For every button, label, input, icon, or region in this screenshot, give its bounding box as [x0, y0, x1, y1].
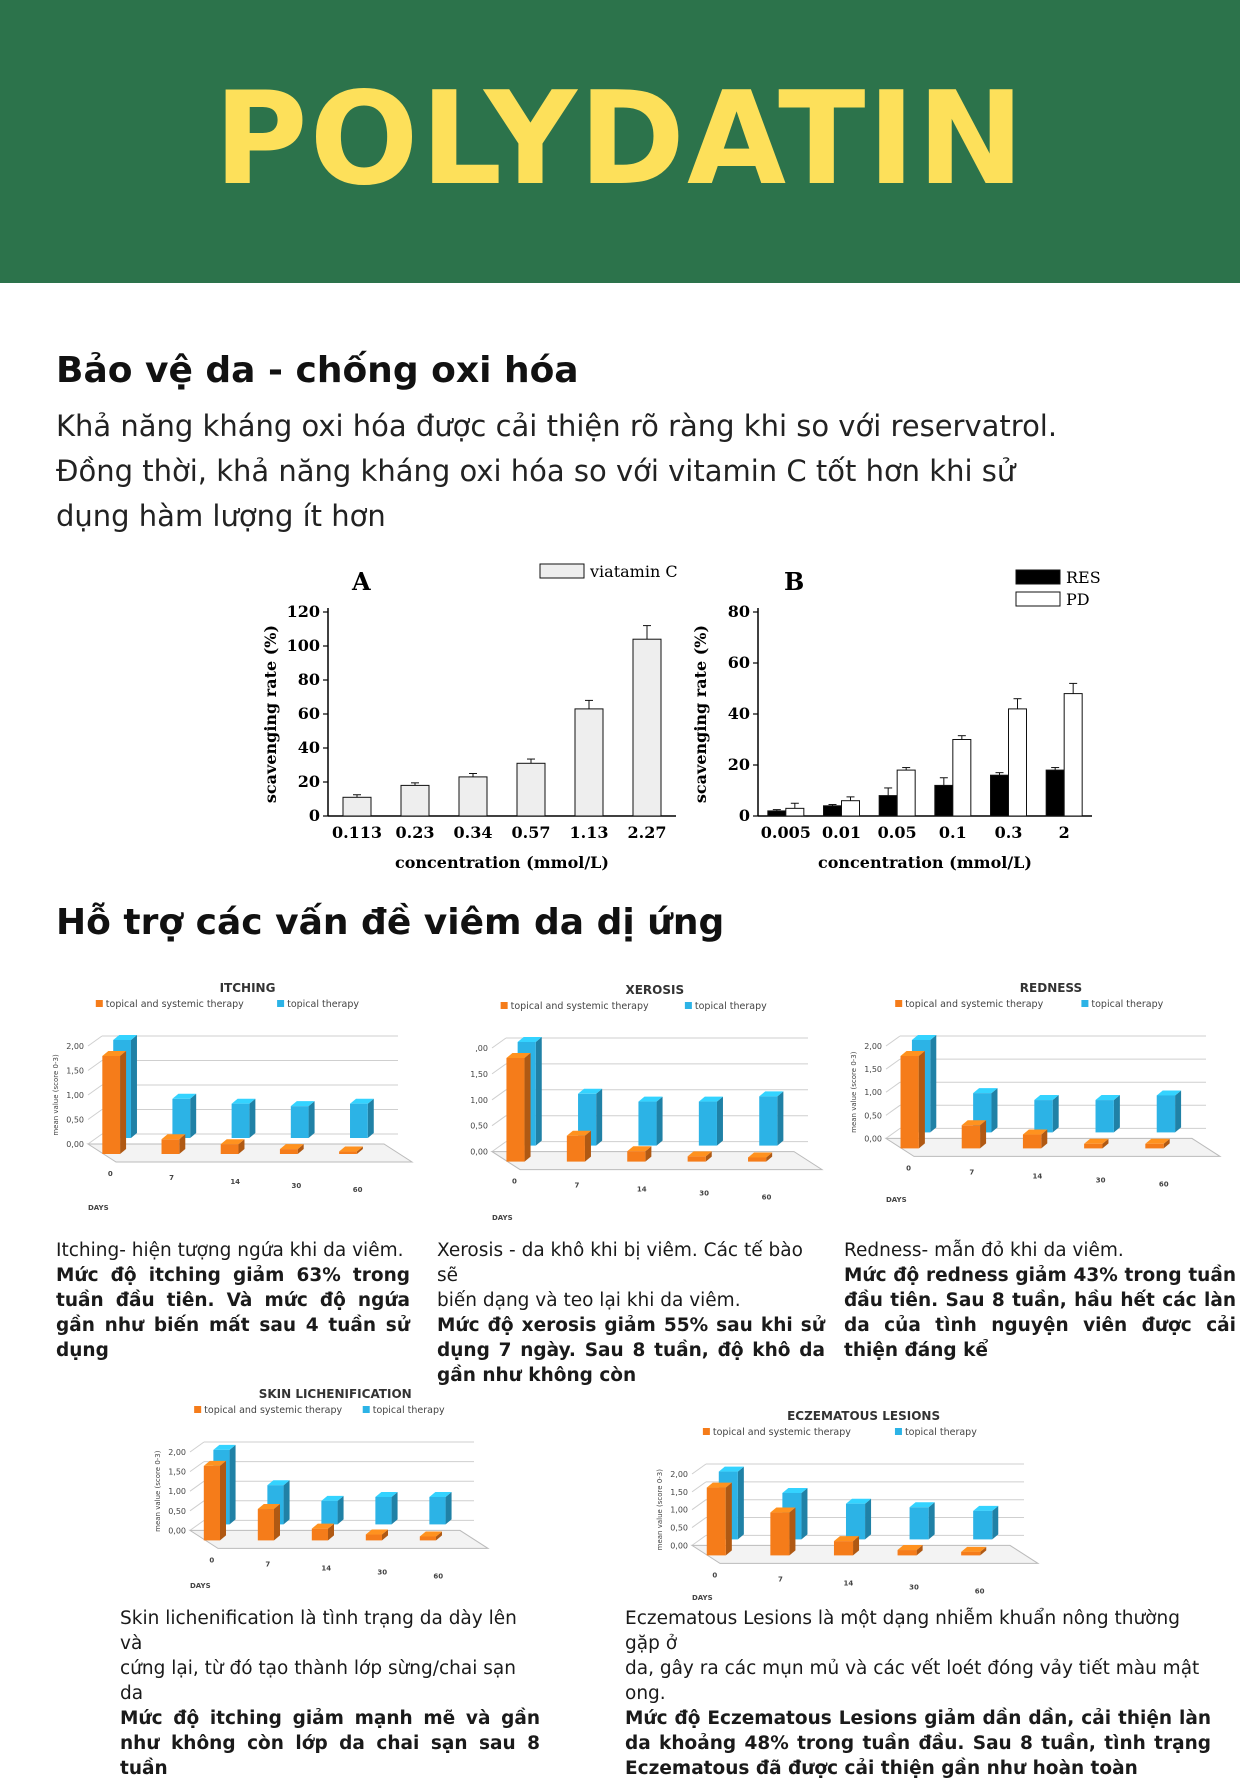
- y-tick-label: 0,50: [864, 1111, 882, 1121]
- bar-side: [131, 1035, 137, 1138]
- bar-side: [1175, 1090, 1181, 1132]
- chart-a-svg: [256, 556, 696, 874]
- y-tick-label: 20: [727, 755, 750, 774]
- x-tick-label: 0: [712, 1571, 718, 1580]
- legend-label: topical and systemic therapy: [712, 1427, 851, 1438]
- x-tick-label: 0.34: [453, 823, 493, 842]
- y-tick-label: 40: [727, 704, 750, 723]
- caption-itching: [56, 1238, 410, 1363]
- y-tick-label: 1,50: [670, 1487, 688, 1497]
- y-tick-label: 1,50: [470, 1069, 488, 1079]
- legend-swatch: [1081, 1000, 1088, 1007]
- bar: [699, 1102, 717, 1146]
- chart-title: ITCHING: [219, 981, 276, 995]
- bar-side: [919, 1051, 925, 1148]
- legend-swatch: [895, 1428, 902, 1435]
- y-tick-label: 0,00: [670, 1541, 688, 1551]
- section-title-antioxidant: Bảo vệ da - chống oxi hóa: [56, 350, 579, 391]
- gridline: [492, 1038, 506, 1048]
- x-axis-label: DAYS: [886, 1196, 907, 1204]
- x-tick-label: 2: [1058, 823, 1070, 842]
- bar: [879, 796, 897, 816]
- gridline: [692, 1500, 706, 1510]
- intro-line: Đồng thời, khả năng kháng oxi hóa so với vitamin C tốt hơn khi sử dụng hàm lượng ít hơn: [56, 454, 1016, 533]
- bar-side: [717, 1097, 723, 1146]
- y-axis-label: scavenging rate (%): [261, 624, 280, 804]
- x-tick-label: 60: [433, 1572, 444, 1581]
- y-tick-label: 120: [286, 602, 320, 621]
- gridline: [190, 1481, 204, 1491]
- page-title: POLYDATIN: [213, 65, 1027, 214]
- legend-label: topical and systemic therapy: [510, 1001, 649, 1012]
- gridline: [190, 1462, 204, 1472]
- x-tick-label: 0.3: [994, 823, 1023, 842]
- x-axis-label: DAYS: [190, 1582, 211, 1590]
- bar: [1157, 1095, 1175, 1132]
- bar: [420, 1536, 436, 1540]
- gridline: [886, 1036, 900, 1046]
- gridline: [88, 1036, 102, 1046]
- bar: [221, 1144, 239, 1154]
- legend-swatch: [501, 1002, 508, 1009]
- y-tick-label: 1,00: [670, 1505, 688, 1515]
- gridline: [88, 1085, 102, 1095]
- bar-side: [657, 1097, 663, 1146]
- x-tick-label: 0.57: [511, 823, 551, 842]
- gridline: [692, 1518, 706, 1528]
- legend-swatch: [895, 1000, 902, 1007]
- bar: [102, 1056, 120, 1154]
- caption-normal: Eczematous Lesions là một dạng nhiễm khuẩn nông thường gặp ở: [625, 1608, 1180, 1654]
- bar: [1145, 1144, 1163, 1149]
- bar: [991, 775, 1009, 816]
- caption-normal: Xerosis - da khô khi bị viêm. Các tế bào sẽ: [437, 1240, 803, 1286]
- y-tick-label: 2,00: [66, 1042, 84, 1051]
- floor: [886, 1138, 1220, 1156]
- bar-side: [284, 1480, 290, 1524]
- caption-lichenification: [120, 1606, 540, 1781]
- bar: [350, 1104, 368, 1138]
- bar: [375, 1497, 391, 1524]
- bar: [172, 1099, 190, 1138]
- legend-swatch: [96, 1000, 103, 1007]
- bar: [707, 1488, 726, 1556]
- x-tick-label: 0: [209, 1556, 215, 1565]
- x-tick-label: 7: [574, 1181, 580, 1190]
- bar: [343, 797, 371, 816]
- chart-title: REDNESS: [1019, 981, 1083, 995]
- gridline: [190, 1442, 204, 1452]
- y-tick-label: 2,00: [168, 1448, 186, 1457]
- bar-side: [585, 1131, 591, 1162]
- legend-label: topical and systemic therapy: [905, 999, 1044, 1010]
- bar-side: [738, 1467, 744, 1540]
- chart-b-svg: [691, 556, 1108, 874]
- y-tick-label: 1,50: [168, 1467, 186, 1477]
- bar: [748, 1157, 766, 1161]
- legend-swatch: [703, 1428, 710, 1435]
- bar-side: [309, 1101, 315, 1138]
- y-axis-label: mean value (score 0-3): [850, 1051, 858, 1133]
- bar: [897, 770, 915, 816]
- caption-normal: cứng lại, từ đó tạo thành lớp sừng/chai sạn da: [120, 1658, 516, 1704]
- y-tick-label: 0,50: [168, 1506, 186, 1516]
- bar-side: [930, 1035, 936, 1132]
- y-tick-label: 1,50: [66, 1066, 84, 1076]
- bar: [962, 1125, 980, 1148]
- x-tick-label: 30: [291, 1182, 302, 1190]
- intro-line: Khả năng kháng oxi hóa được cải thiện rõ ràng khi so với reservatrol.: [56, 409, 1058, 443]
- bar: [258, 1509, 274, 1540]
- bar: [321, 1501, 337, 1525]
- x-tick-label: 14: [636, 1185, 647, 1194]
- legend-label: topical therapy: [287, 999, 359, 1010]
- legend-swatch: [194, 1406, 201, 1413]
- gridline: [88, 1110, 102, 1120]
- y-tick-label: 1,00: [168, 1487, 186, 1497]
- y-axis-label: mean value (score 0-3): [656, 1469, 664, 1551]
- bar-side: [220, 1461, 226, 1540]
- y-tick-label: 1,00: [470, 1095, 488, 1105]
- y-axis-label: mean value (score 0-3): [154, 1450, 162, 1532]
- x-tick-label: 60: [352, 1186, 363, 1194]
- y-tick-label: 0,50: [66, 1115, 84, 1125]
- bar-side: [536, 1037, 542, 1146]
- bar: [953, 740, 971, 817]
- bar: [1096, 1100, 1114, 1132]
- bar: [291, 1106, 309, 1138]
- legend-swatch: [277, 1000, 284, 1007]
- bar: [824, 806, 842, 816]
- bar-side: [726, 1483, 732, 1556]
- x-tick-label: 0.005: [760, 823, 811, 842]
- caption-normal: da, gây ra các mụn mủ và các vết loét đóng vảy tiết màu mật ong.: [625, 1658, 1200, 1704]
- x-tick-label: 0: [107, 1170, 113, 1178]
- y-tick-label: 0: [738, 806, 750, 825]
- panel-label: A: [352, 567, 371, 596]
- bar: [834, 1541, 853, 1555]
- bar: [1034, 1100, 1052, 1132]
- y-tick-label: 0,50: [470, 1121, 488, 1131]
- legend-swatch: [540, 564, 584, 578]
- y-tick-label: 80: [297, 670, 320, 689]
- gridline: [492, 1064, 506, 1074]
- bar: [506, 1058, 524, 1162]
- chart-xerosis: [448, 978, 824, 1226]
- bar-side: [992, 1506, 998, 1540]
- bar: [312, 1529, 328, 1541]
- bar: [1023, 1135, 1041, 1149]
- bar: [401, 785, 429, 816]
- legend-swatch: [363, 1406, 370, 1413]
- x-tick-label: 0: [906, 1164, 911, 1173]
- x-tick-label: 14: [321, 1564, 332, 1573]
- x-tick-label: 1.13: [569, 823, 609, 842]
- x-tick-label: 14: [843, 1579, 854, 1588]
- bar: [567, 1136, 585, 1162]
- caption-eczematous: [625, 1606, 1211, 1781]
- bar: [961, 1552, 980, 1556]
- chart-b: [691, 556, 1108, 874]
- bar: [846, 1504, 865, 1540]
- header-banner: [0, 0, 1240, 283]
- chart-lichenification-svg: [146, 1382, 490, 1594]
- chart-a: [256, 556, 696, 874]
- gridline: [886, 1128, 900, 1138]
- bar-side: [120, 1051, 126, 1154]
- caption-bold: Mức độ redness giảm 43% trong tuần đầu tiên. Sau 8 tuần, hầu hết các làn da của tình nguyện viên được cải thiện đáng kể: [844, 1265, 1236, 1361]
- floor: [492, 1152, 822, 1170]
- legend-swatch: [685, 1002, 692, 1009]
- y-tick-label: 1,00: [864, 1088, 882, 1098]
- x-tick-label: 60: [974, 1587, 985, 1596]
- chart-xerosis-svg: [448, 978, 824, 1226]
- gridline: [190, 1501, 204, 1511]
- gridline: [886, 1059, 900, 1069]
- panel-label: B: [784, 567, 805, 596]
- y-tick-label: 60: [297, 704, 320, 723]
- chart-title: SKIN LICHENIFICATION: [258, 1387, 412, 1401]
- caption-normal: Redness- mẫn đỏ khi da viêm.: [844, 1240, 1124, 1261]
- bar-side: [777, 1091, 783, 1145]
- bar: [770, 1513, 789, 1556]
- bar-side: [865, 1499, 871, 1540]
- legend-label: PD: [1066, 590, 1090, 609]
- bar-side: [596, 1089, 602, 1146]
- legend-label: topical therapy: [372, 1405, 445, 1416]
- intro-text: [56, 404, 1086, 539]
- y-axis-label: mean value (score 0-3): [52, 1054, 60, 1136]
- bar: [232, 1104, 250, 1138]
- x-tick-label: 14: [230, 1178, 241, 1186]
- x-tick-label: 0.01: [822, 823, 861, 842]
- bar: [366, 1535, 382, 1541]
- y-tick-label: 80: [727, 602, 750, 621]
- bar: [517, 763, 545, 816]
- bar-side: [392, 1492, 398, 1524]
- y-tick-label: 20: [297, 772, 320, 791]
- x-tick-label: 7: [777, 1575, 783, 1584]
- floor: [190, 1530, 488, 1548]
- bar: [842, 801, 860, 816]
- x-tick-label: 30: [699, 1189, 709, 1198]
- x-axis-label: concentration (mmol/L): [818, 853, 1032, 872]
- bar-side: [801, 1488, 807, 1539]
- x-tick-label: 0: [512, 1177, 517, 1186]
- bar: [1009, 709, 1027, 816]
- x-tick-label: 60: [1158, 1180, 1169, 1189]
- bar: [339, 1152, 357, 1154]
- x-tick-label: 7: [169, 1174, 174, 1182]
- caption-redness: [844, 1238, 1236, 1363]
- bar: [768, 811, 786, 816]
- x-tick-label: 2.27: [627, 823, 667, 842]
- legend-label: topical and systemic therapy: [204, 1405, 343, 1416]
- x-tick-label: 0.05: [877, 823, 917, 842]
- bar-side: [929, 1502, 935, 1539]
- bar-side: [789, 1508, 795, 1556]
- y-tick-label: 40: [297, 738, 320, 757]
- gridline: [492, 1142, 506, 1152]
- x-tick-label: 30: [1095, 1176, 1106, 1185]
- bar-side: [230, 1445, 236, 1524]
- x-axis-label: concentration (mmol/L): [395, 853, 609, 872]
- bar-side: [446, 1492, 452, 1524]
- bar-side: [1114, 1095, 1120, 1132]
- bar-side: [274, 1504, 280, 1540]
- chart-redness-svg: [842, 976, 1222, 1208]
- bar: [935, 785, 953, 816]
- bar: [162, 1139, 180, 1154]
- y-tick-label: 60: [727, 653, 750, 672]
- bar: [973, 1511, 992, 1540]
- bar: [575, 709, 603, 816]
- x-tick-label: 0.113: [331, 823, 383, 842]
- caption-bold: Mức độ xerosis giảm 55% sau khi sử dụng 7 ngày. Sau 8 tuần, độ khô da gần như không còn: [437, 1315, 825, 1386]
- bar: [901, 1056, 919, 1148]
- bar-side: [368, 1099, 374, 1138]
- legend-label: topical and systemic therapy: [105, 999, 244, 1010]
- bar: [429, 1497, 445, 1524]
- legend-label: topical therapy: [904, 1427, 977, 1438]
- x-tick-label: 0.1: [938, 823, 967, 842]
- caption-normal: biến dạng và teo lại khi da viêm.: [437, 1290, 741, 1311]
- y-tick-label: 0,00: [864, 1134, 882, 1144]
- y-tick-label: 2,00: [864, 1042, 882, 1051]
- gridline: [692, 1535, 706, 1545]
- gridline: [492, 1116, 506, 1126]
- chart-lichenification: [146, 1382, 490, 1594]
- y-axis-label: scavenging rate (%): [691, 624, 710, 804]
- gridline: [886, 1082, 900, 1092]
- legend-label: RES: [1066, 568, 1101, 587]
- bar: [759, 1096, 777, 1145]
- y-tick-label: 2,00: [670, 1470, 688, 1479]
- x-tick-label: 7: [265, 1560, 271, 1569]
- chart-eczematous-svg: [648, 1404, 1040, 1606]
- caption-bold: Mức độ itching giảm 63% trong tuần đầu tiên. Và mức độ ngứa gần như biến mất sau 4 tuần sử dụng: [56, 1265, 410, 1361]
- bar-side: [1053, 1095, 1059, 1132]
- legend-swatch: [1016, 592, 1060, 606]
- bar-side: [249, 1099, 255, 1138]
- bar: [786, 808, 804, 816]
- chart-redness: [842, 976, 1222, 1208]
- caption-bold: Mức độ Eczematous Lesions giảm dần dần, cải thiện làn da khoảng 48% trong tuần đầu. Sau 8 tuần, tình trạng Eczematous đã được cải thiện gần như hoàn toàn: [625, 1708, 1211, 1779]
- x-axis-label: DAYS: [88, 1204, 109, 1212]
- bar: [898, 1550, 917, 1555]
- y-tick-label: ,00: [475, 1044, 488, 1053]
- x-tick-label: 14: [1032, 1172, 1043, 1181]
- caption-normal: Skin lichenification là tình trạng da dày lên và: [120, 1608, 517, 1654]
- x-axis-label: DAYS: [492, 1214, 513, 1222]
- chart-eczematous: [648, 1404, 1040, 1606]
- bar-side: [338, 1496, 344, 1525]
- chart-itching: [44, 976, 414, 1216]
- bar: [688, 1156, 706, 1161]
- bar: [280, 1149, 298, 1154]
- y-tick-label: 1,50: [864, 1065, 882, 1075]
- y-tick-label: 0: [308, 806, 320, 825]
- y-tick-label: 0,00: [168, 1526, 186, 1536]
- gridline: [88, 1061, 102, 1071]
- caption-xerosis: [437, 1238, 825, 1388]
- bar: [204, 1466, 220, 1540]
- x-tick-label: 60: [761, 1193, 772, 1202]
- bar: [1046, 770, 1064, 816]
- bar: [627, 1151, 645, 1161]
- y-tick-label: 100: [286, 636, 320, 655]
- bar: [1084, 1144, 1102, 1149]
- y-tick-label: 1,00: [66, 1091, 84, 1100]
- floor: [88, 1144, 412, 1162]
- caption-normal: Itching- hiện tượng ngứa khi da viêm.: [56, 1240, 404, 1261]
- bar: [910, 1507, 929, 1539]
- section-title-dermatitis: Hỗ trợ các vấn đề viêm da dị ứng: [56, 902, 725, 943]
- bar: [633, 639, 661, 816]
- bar: [1064, 694, 1082, 816]
- x-tick-label: 30: [909, 1583, 919, 1592]
- gridline: [88, 1134, 102, 1144]
- gridline: [886, 1105, 900, 1115]
- gridline: [692, 1464, 706, 1474]
- bar: [459, 777, 487, 816]
- x-tick-label: 0.23: [395, 823, 435, 842]
- x-tick-label: 30: [377, 1568, 388, 1577]
- y-tick-label: 0,00: [470, 1147, 488, 1157]
- chart-itching-svg: [44, 976, 414, 1216]
- bar-side: [991, 1088, 997, 1132]
- bar-side: [190, 1094, 196, 1138]
- bar-side: [525, 1053, 531, 1162]
- gridline: [692, 1482, 706, 1492]
- legend-label: topical therapy: [1091, 999, 1164, 1010]
- x-axis-label: DAYS: [692, 1594, 713, 1602]
- legend-swatch: [1016, 570, 1060, 584]
- chart-title: XEROSIS: [625, 983, 685, 997]
- y-tick-label: 0,50: [670, 1523, 688, 1533]
- chart-title: ECZEMATOUS LESIONS: [787, 1409, 941, 1423]
- x-tick-label: 7: [969, 1168, 975, 1177]
- y-tick-label: 0,00: [66, 1140, 84, 1149]
- gridline: [492, 1090, 506, 1100]
- legend-label: viatamin C: [590, 562, 678, 581]
- legend-label: topical therapy: [694, 1001, 767, 1012]
- caption-bold: Mức độ itching giảm mạnh mẽ và gần như không còn lớp da chai sạn sau 8 tuần: [120, 1708, 540, 1779]
- gridline: [190, 1520, 204, 1530]
- bar: [638, 1102, 656, 1146]
